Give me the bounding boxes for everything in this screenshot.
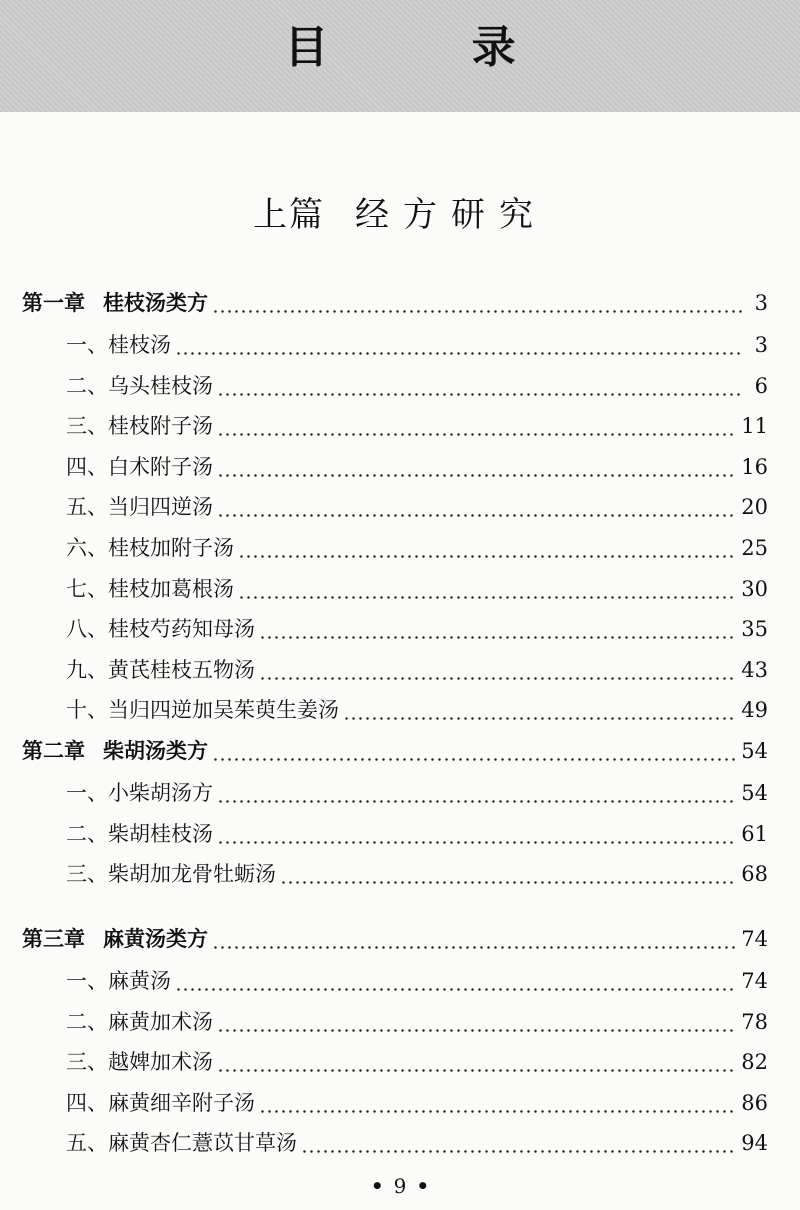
page-footer bbox=[0, 1172, 800, 1200]
leader-dots bbox=[259, 616, 737, 642]
entry-page: 61 bbox=[741, 821, 768, 846]
entry-title: 二、柴胡桂枝汤 bbox=[66, 821, 213, 846]
entry-title: 五、麻黄杏仁薏苡甘草汤 bbox=[66, 1131, 297, 1156]
entry-title: 四、白术附子汤 bbox=[66, 454, 213, 479]
entry-title: 一、小柴胡汤方 bbox=[66, 781, 213, 805]
entry-title: 三、桂枝附子汤 bbox=[66, 414, 213, 439]
toc-entry bbox=[0, 450, 800, 480]
part-name: 经方研究 bbox=[355, 195, 547, 235]
leader-dots bbox=[259, 1090, 737, 1116]
toc-entry bbox=[0, 612, 800, 642]
entry-title: 八、桂枝芍药知母汤 bbox=[66, 617, 255, 642]
toc-entry bbox=[0, 369, 800, 399]
entry-page: 82 bbox=[741, 1050, 768, 1075]
leader-dots bbox=[259, 657, 737, 683]
entry-page: 78 bbox=[741, 1009, 768, 1034]
entry-page: 25 bbox=[741, 536, 768, 560]
toc-entry bbox=[0, 653, 800, 683]
footer-bullet-right: • bbox=[416, 1174, 430, 1198]
page-number: 9 bbox=[393, 1174, 407, 1198]
leader-dots bbox=[217, 454, 737, 480]
entry-title: 二、麻黄加术汤 bbox=[66, 1009, 213, 1034]
leader-dots bbox=[238, 576, 737, 602]
leader-dots bbox=[217, 780, 737, 806]
leader-dots bbox=[217, 413, 737, 439]
entry-page: 49 bbox=[741, 698, 768, 723]
chapter-title bbox=[22, 290, 208, 316]
chapter-name: 桂枝汤类方 bbox=[103, 290, 208, 315]
entry-title: 一、麻黄汤 bbox=[66, 969, 171, 993]
toc-entry bbox=[0, 1126, 800, 1156]
footer-bullet-left: • bbox=[370, 1174, 384, 1198]
entry-page: 94 bbox=[741, 1131, 768, 1156]
leader-dots bbox=[280, 861, 737, 887]
chapter-page: 74 bbox=[741, 927, 768, 951]
entry-page: 11 bbox=[741, 414, 768, 439]
leader-dots bbox=[217, 1009, 737, 1035]
part-label: 上篇 bbox=[253, 195, 325, 235]
toc-entry bbox=[0, 490, 800, 520]
entry-title: 九、黄芪桂枝五物汤 bbox=[66, 657, 255, 682]
entry-page: 43 bbox=[741, 657, 768, 682]
chapter-page: 54 bbox=[741, 739, 768, 763]
toc-entry bbox=[0, 1086, 800, 1116]
leader-dots bbox=[217, 1049, 737, 1075]
leader-dots bbox=[217, 373, 744, 399]
toc-entry bbox=[0, 409, 800, 439]
leader-dots bbox=[175, 332, 744, 358]
entry-page: 86 bbox=[741, 1090, 768, 1115]
chapter-title bbox=[22, 926, 208, 952]
entry-page: 35 bbox=[741, 617, 768, 642]
entry-title: 七、桂枝加葛根汤 bbox=[66, 576, 234, 601]
toc-chapter bbox=[0, 734, 800, 764]
entry-page: 68 bbox=[741, 862, 768, 887]
entry-title: 一、桂枝汤 bbox=[66, 333, 171, 357]
leader-dots bbox=[212, 926, 737, 952]
entry-page: 54 bbox=[741, 781, 768, 805]
chapter-number: 第一章 bbox=[22, 290, 85, 315]
chapter-number: 第三章 bbox=[22, 926, 85, 951]
toc-entry bbox=[0, 572, 800, 602]
entry-title: 六、桂枝加附子汤 bbox=[66, 536, 234, 560]
entry-page: 74 bbox=[741, 969, 768, 993]
toc-entry bbox=[0, 857, 800, 887]
entry-title: 二、乌头桂枝汤 bbox=[66, 373, 213, 398]
entry-page: 16 bbox=[741, 454, 768, 479]
chapter-number: 第二章 bbox=[22, 738, 85, 763]
leader-dots bbox=[343, 697, 737, 723]
chapter-title bbox=[22, 738, 208, 764]
entry-title: 三、越婢加术汤 bbox=[66, 1050, 213, 1075]
toc-entry bbox=[0, 328, 800, 358]
entry-page: 3 bbox=[754, 333, 768, 357]
leader-dots bbox=[217, 821, 737, 847]
chapter-page: 3 bbox=[754, 291, 768, 315]
leader-dots bbox=[301, 1130, 737, 1156]
entry-title: 五、当归四逆汤 bbox=[66, 495, 213, 520]
entry-page: 6 bbox=[754, 373, 768, 398]
toc-chapter bbox=[0, 286, 800, 316]
chapter-name: 柴胡汤类方 bbox=[103, 738, 208, 763]
toc-entry bbox=[0, 1045, 800, 1075]
toc-entry bbox=[0, 817, 800, 847]
entry-title: 十、当归四逆加吴茱萸生姜汤 bbox=[66, 698, 339, 723]
toc-chapter bbox=[0, 922, 800, 952]
toc-entry bbox=[0, 531, 800, 561]
leader-dots bbox=[212, 738, 737, 764]
toc-entry bbox=[0, 1005, 800, 1035]
leader-dots bbox=[175, 968, 737, 994]
toc-entry bbox=[0, 776, 800, 806]
page-title: 目 录 bbox=[284, 22, 580, 73]
entry-page: 30 bbox=[741, 576, 768, 601]
entry-title: 三、柴胡加龙骨牡蛎汤 bbox=[66, 862, 276, 887]
entry-title: 四、麻黄细辛附子汤 bbox=[66, 1090, 255, 1115]
toc-entry bbox=[0, 964, 800, 994]
leader-dots bbox=[217, 494, 737, 520]
leader-dots bbox=[212, 290, 744, 316]
entry-page: 20 bbox=[741, 495, 768, 520]
chapter-name: 麻黄汤类方 bbox=[103, 926, 208, 951]
leader-dots bbox=[238, 535, 737, 561]
toc-entry bbox=[0, 693, 800, 723]
